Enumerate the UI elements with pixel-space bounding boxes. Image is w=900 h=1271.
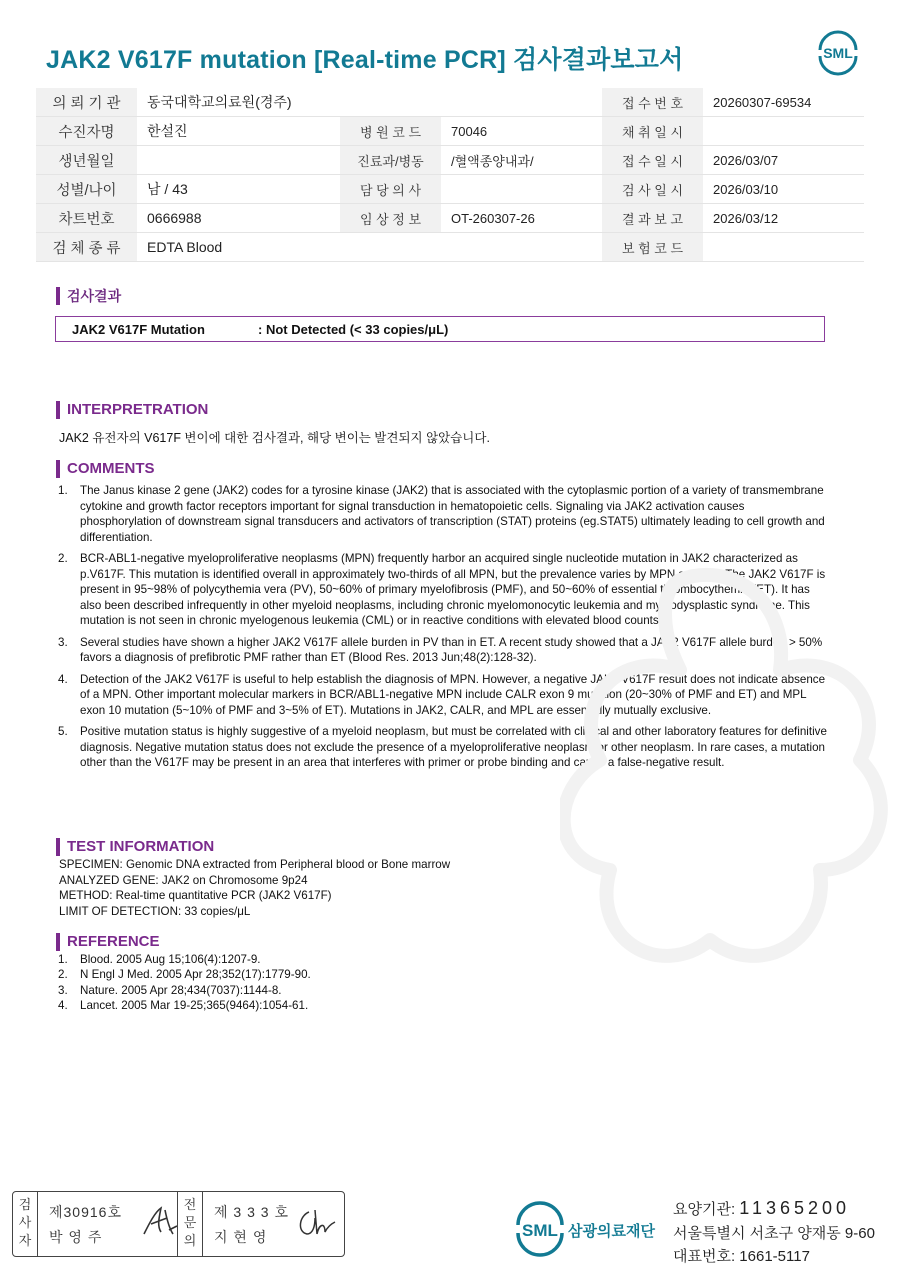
info-label: 진료과/병동 bbox=[340, 146, 441, 175]
comments-heading: COMMENTS bbox=[56, 460, 155, 478]
info-value: 70046 bbox=[441, 117, 602, 146]
info-row bbox=[36, 204, 864, 233]
info-label: 보 험 코 드 bbox=[602, 233, 703, 262]
specialist-name: 지 현 영 bbox=[214, 1229, 268, 1245]
info-row bbox=[36, 175, 864, 204]
info-label: 접 수 번 호 bbox=[602, 88, 703, 117]
specialist-signature bbox=[295, 1206, 337, 1240]
patient-info-table bbox=[36, 88, 864, 262]
inspector-label: 검사자 bbox=[18, 1197, 32, 1248]
info-label: 검 체 종 류 bbox=[36, 233, 137, 262]
info-value bbox=[441, 88, 602, 117]
info-value: 남 / 43 bbox=[137, 175, 340, 204]
interpretation-text: JAK2 유전자의 V617F 변이에 대한 검사결과, 해당 변이는 발견되지 않았습니다. bbox=[59, 431, 490, 445]
result-test-name: JAK2 V617F Mutation bbox=[72, 322, 205, 337]
footer-logo bbox=[512, 1201, 662, 1257]
analyzed-gene-line: ANALYZED GENE: JAK2 on Chromosome 9p24 bbox=[59, 873, 308, 887]
info-value: EDTA Blood bbox=[137, 233, 340, 262]
info-label: 결 과 보 고 bbox=[602, 204, 703, 233]
footer-org-name: 삼광의료재단 bbox=[568, 1222, 655, 1240]
comment-number: 5. bbox=[58, 725, 68, 738]
info-label: 성별/나이 bbox=[36, 175, 137, 204]
info-label: 수진자명 bbox=[36, 117, 137, 146]
specialist-label: 전문의 bbox=[183, 1197, 197, 1248]
info-value bbox=[703, 233, 864, 262]
info-label: 검 사 일 시 bbox=[602, 175, 703, 204]
info-row bbox=[36, 233, 864, 262]
info-label: 담 당 의 사 bbox=[340, 175, 441, 204]
test-information-heading: TEST INFORMATION bbox=[56, 838, 214, 856]
comment-text: The Janus kinase 2 gene (JAK2) codes for a tyrosine kinase (JAK2) that is associated with the cytoplasmic portion of a variety of transmembrane cytokine and growth factor receptors important for signal transduction in hematopoietic cells. Signaling via JAK2 activation causes phosphorylation of downstream signal transducers and activators of transcription (STAT) proteins (eg.STAT5) ultimately leading to cell growth and differentiation. bbox=[80, 484, 825, 544]
interpretation-heading: INTERPRETRATION bbox=[56, 401, 208, 419]
comment-number: 4. bbox=[58, 672, 68, 686]
footer-address: 서울특별시 서초구 양재동 9-60 bbox=[673, 1225, 875, 1242]
reference-text: Blood. 2005 Aug 15;106(4):1207-9. bbox=[80, 953, 261, 966]
info-label: 차트번호 bbox=[36, 204, 137, 233]
inspector-name: 박 영 주 bbox=[49, 1229, 103, 1245]
reference-list bbox=[58, 952, 311, 1013]
reference-heading: REFERENCE bbox=[56, 933, 160, 951]
info-value bbox=[137, 146, 340, 175]
reference-number: 2. bbox=[58, 968, 68, 982]
info-value: 2026/03/07 bbox=[703, 146, 864, 175]
info-value: OT-260307-26 bbox=[441, 204, 602, 233]
report-title: JAK2 V617F mutation [Real-time PCR] 검사결과보고서 bbox=[46, 46, 684, 74]
info-value: 2026/03/12 bbox=[703, 204, 864, 233]
info-value: 2026/03/10 bbox=[703, 175, 864, 204]
comment-number: 1. bbox=[58, 484, 68, 497]
result-value: : Not Detected (< 33 copies/μL) bbox=[258, 322, 449, 337]
info-label: 접 수 일 시 bbox=[602, 146, 703, 175]
comment-item bbox=[58, 483, 828, 545]
reference-item bbox=[58, 967, 311, 982]
info-label: 채 취 일 시 bbox=[602, 117, 703, 146]
institution-code: 요양기관: 11365200 bbox=[673, 1198, 851, 1218]
comment-text: BCR-ABL1-negative myeloproliferative neoplasms (MPN) frequently harbor an acquired single nucleotide mutation in JAK2 characterized as p.V617F. This mutation is identified overall in approximately two-thirds of all MPN, but the prevalence varies by MPN subtype. The JAK2 V617F is present in 95~98% of polycythemia vera (PV), 50~60% of primary myelofibrosis (PMF), and 50~60% of essential thrombocythemia (ET). It has also been described infrequently in other myeloid neoplasms, including chronic myelomonocytic leukemia and myelodysplastic syndrome. This mutation is not seen in chronic myelogenous leukemia (CML) or in reactive conditions with elevated blood counts. bbox=[80, 552, 826, 627]
info-value bbox=[703, 117, 864, 146]
info-label: 병 원 코 드 bbox=[340, 117, 441, 146]
sml-logo bbox=[814, 30, 862, 76]
info-value bbox=[441, 175, 602, 204]
comment-number: 3. bbox=[58, 635, 68, 649]
inspector-license: 제30916호 bbox=[49, 1204, 122, 1220]
info-value: 한설진 bbox=[137, 117, 340, 146]
info-value: 20260307-69534 bbox=[703, 88, 864, 117]
info-row bbox=[36, 117, 864, 146]
limit-of-detection-line: LIMIT OF DETECTION: 33 copies/μL bbox=[59, 904, 251, 918]
specialist-license: 제 3 3 3 호 bbox=[214, 1204, 289, 1220]
info-value bbox=[441, 233, 602, 262]
info-row bbox=[36, 88, 864, 117]
info-label bbox=[340, 88, 441, 117]
info-value: 동국대학교의료원(경주) bbox=[137, 88, 340, 117]
info-label bbox=[340, 233, 441, 262]
footer-logo-text: SML bbox=[522, 1221, 558, 1240]
reference-number: 3. bbox=[58, 983, 68, 997]
comment-text: Several studies have shown a higher JAK2 V617F allele burden in PV than in ET. A recent study showed that a JAK2 V617F allele burden > 50% favors a diagnosis of prefibrotic PMF rather than ET (Blood Res. 2013 Jun;48(2):128-32). bbox=[80, 635, 823, 664]
institution-code-value: 11365200 bbox=[739, 1198, 851, 1218]
inspector-signature bbox=[141, 1204, 181, 1240]
reference-number: 4. bbox=[58, 998, 68, 1012]
reference-item bbox=[58, 998, 311, 1013]
reference-text: Lancet. 2005 Mar 19-25;365(9464):1054-61. bbox=[80, 998, 309, 1012]
comment-number: 2. bbox=[58, 552, 68, 565]
info-label: 의 뢰 기 관 bbox=[36, 88, 137, 117]
watermark-logo bbox=[560, 540, 900, 1000]
signature-box bbox=[12, 1191, 345, 1257]
reference-text: N Engl J Med. 2005 Apr 28;352(17):1779-90. bbox=[80, 968, 311, 982]
comment-text: Positive mutation status is highly suggestive of a myeloid neoplasm, but must be correlated with clinical and other laboratory features for definitive diagnosis. Negative mutation status does not exclude the presence of a myeloproliferative neoplasm or other neoplasm. In rare cases, a mutation other than the V617F may be present in an area that interferes with primer or probe binding and cause a false-negative result. bbox=[80, 725, 827, 769]
info-label: 임 상 정 보 bbox=[340, 204, 441, 233]
comment-text: Detection of the JAK2 V617F is useful to help establish the diagnosis of MPN. However, a negative JAK2 V617F result does not indicate absence of a MPN. Other important molecular markers in BCR/ABL1-negative MPN include CALR exon 9 mutation (20~30% of PMF and ET) and MPL exon 10 mutation (5~10% of PMF and 3~5% of ET). Mutations in JAK2, CALR, and MPL are essentially mutually exclusive. bbox=[80, 672, 826, 717]
reference-item bbox=[58, 952, 311, 967]
reference-number: 1. bbox=[58, 953, 68, 966]
result-box bbox=[55, 316, 825, 342]
reference-item bbox=[58, 983, 311, 998]
sml-logo-text: SML bbox=[823, 45, 853, 61]
info-label: 생년월일 bbox=[36, 146, 137, 175]
method-line: METHOD: Real-time quantitative PCR (JAK2 V617F) bbox=[59, 889, 332, 902]
result-heading: 검사결과 bbox=[56, 287, 121, 305]
reference-text: Nature. 2005 Apr 28;434(7037):1144-8. bbox=[80, 983, 282, 997]
footer-phone: 대표번호: 1661-5117 bbox=[673, 1248, 810, 1265]
info-value: 0666988 bbox=[137, 204, 340, 233]
info-value: /혈액종양내과/ bbox=[441, 146, 602, 175]
specimen-line: SPECIMEN: Genomic DNA extracted from Peripheral blood or Bone marrow bbox=[59, 858, 451, 871]
info-row bbox=[36, 146, 864, 175]
test-information bbox=[59, 857, 450, 919]
